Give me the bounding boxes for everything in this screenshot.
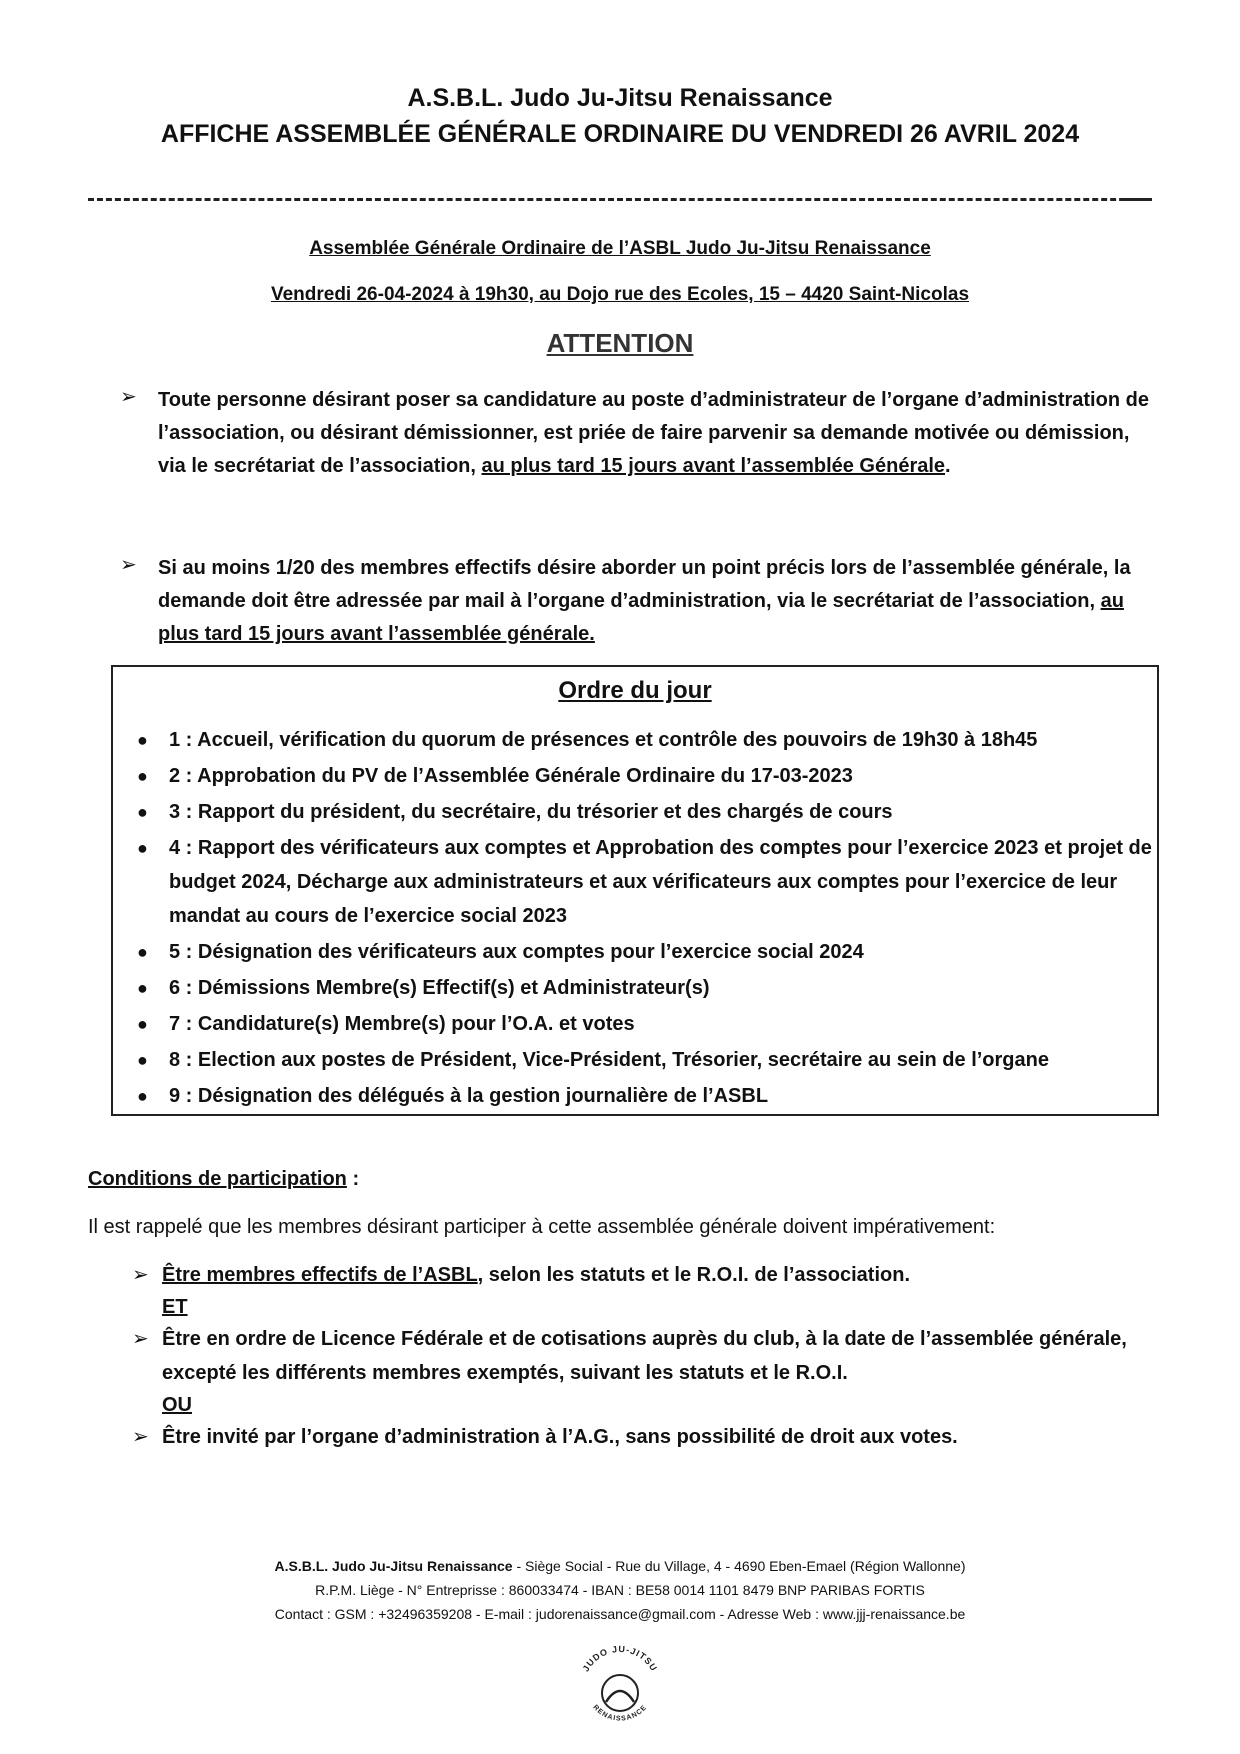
footer-registration: R.P.M. Liège - N° Entreprisse : 860033474 - IBAN : BE58 0014 1101 8479 BNP PARIBAS FORTIS [315, 1582, 925, 1598]
svg-text:JUDO JU-JITSU [581, 1644, 660, 1673]
notice-deadline: au plus tard 15 jours avant l’assemblée Générale [481, 455, 946, 477]
bullet-icon: ● [137, 838, 148, 858]
club-logo [570, 1636, 670, 1746]
arrow-bullet-icon: ➢ [120, 386, 137, 408]
arrow-bullet-icon: ➢ [132, 1264, 149, 1286]
connector-et: ET [162, 1296, 188, 1318]
footer-org-name: A.S.B.L. Judo Ju-Jitsu Renaissance [274, 1558, 513, 1574]
arrow-bullet-icon: ➢ [132, 1328, 149, 1350]
agenda-item-text: 8 : Election aux postes de Président, Vice-Président, Trésorier, secrétaire au sein de l’organe [169, 1049, 1049, 1071]
notice-text: Toute personne désirant poser sa candidature au poste d’administrateur de l’organe d’administration de l’association, ou désirant démissionner, est priée de faire parvenir sa demande motivée ou démission, via le secrétariat de l’association, [158, 389, 1149, 477]
svg-text:RENAISSANCE [591, 1704, 648, 1723]
agenda-item [123, 759, 1153, 793]
notice-candidature [158, 384, 1158, 483]
agenda-item-text: 4 : Rapport des vérificateurs aux comptes et Approbation des comptes pour l’exercice 2023 et projet de budget 2024, Décharge aux administrateurs et aux vérificateurs aux comptes pour l’exercice de leur mandat au cours de l’exercice social 2023 [169, 837, 1152, 927]
agenda-item-text: 5 : Désignation des vérificateurs aux comptes pour l’exercice social 2024 [169, 941, 864, 963]
bullet-icon: ● [137, 1014, 148, 1034]
condition-item-underlined: Être membres effectifs de l’ASBL [162, 1264, 478, 1286]
logo-bottom-text: RENAISSANCE [591, 1703, 649, 1723]
agenda-item [123, 935, 1153, 969]
notice-agenda-request [158, 552, 1158, 651]
condition-item [132, 1322, 1152, 1390]
arrow-bullet-icon: ➢ [132, 1426, 149, 1448]
agenda-item [123, 1043, 1153, 1077]
meeting-name: Assemblée Générale Ordinaire de l’ASBL Judo Ju-Jitsu Renaissance [309, 238, 931, 259]
bullet-icon: ● [137, 1086, 148, 1106]
condition-item [132, 1420, 1152, 1454]
conditions-intro: Il est rappelé que les membres désirant participer à cette assemblée générale doivent impérativement: [88, 1216, 996, 1238]
footer-address [0, 1554, 1240, 1578]
agenda-list [123, 723, 1153, 1115]
bullet-icon: ● [137, 942, 148, 962]
condition-item-text: , selon les statuts et le R.O.I. de l’association. [477, 1264, 911, 1286]
conditions-list [132, 1258, 1152, 1454]
agenda-item [123, 1079, 1153, 1113]
agenda-item [123, 831, 1153, 933]
bullet-icon: ● [137, 730, 148, 750]
agenda-item-text: 6 : Démissions Membre(s) Effectif(s) et Administrateur(s) [169, 977, 710, 999]
agenda-item-text: 1 : Accueil, vérification du quorum de présences et contrôle des pouvoirs de 19h30 à 18h45 [169, 729, 1038, 751]
divider-end [1120, 198, 1152, 201]
agenda-title: Ordre du jour [558, 677, 712, 704]
conditions-title-suffix: : [346, 1168, 360, 1190]
bullet-icon: ● [137, 978, 148, 998]
document-title: AFFICHE ASSEMBLÉE GÉNÉRALE ORDINAIRE DU VENDREDI 26 AVRIL 2024 [160, 120, 1080, 148]
conditions-title [88, 1168, 359, 1191]
meeting-date-location: Vendredi 26-04-2024 à 19h30, au Dojo rue des Ecoles, 15 – 4420 Saint-Nicolas [270, 284, 970, 305]
agenda-item-text: 3 : Rapport du président, du secrétaire, du trésorier et des chargés de cours [169, 801, 893, 823]
logo-ring [602, 1675, 638, 1711]
dashed-divider [88, 198, 1152, 201]
bullet-icon: ● [137, 1050, 148, 1070]
agenda-item [123, 1007, 1153, 1041]
condition-item-text: Être en ordre de Licence Fédérale et de cotisations auprès du club, à la date de l’assemblée générale, excepté les différents membres exemptés, suivant les statuts et le R.O.I. [162, 1328, 1127, 1384]
logo-figure [606, 1691, 634, 1702]
notice-deadline: au plus tard 15 jours avant l’assemblée générale. [158, 590, 1124, 645]
condition-item [132, 1258, 1152, 1292]
condition-item-text: Être invité par l’organe d’administration à l’A.G., sans possibilité de droit aux votes. [162, 1426, 958, 1448]
agenda-item-text: 2 : Approbation du PV de l’Assemblée Générale Ordinaire du 17-03-2023 [169, 765, 853, 787]
conditions-title-text: Conditions de participation [88, 1168, 347, 1190]
agenda-item-text: 7 : Candidature(s) Membre(s) pour l’O.A. et votes [169, 1013, 635, 1035]
footer-contact: Contact : GSM : +32496359208 - E-mail : judorenaissance@gmail.com - Adresse Web : www.jjj-renaissance.be [274, 1606, 966, 1622]
connector-ou: OU [162, 1394, 192, 1416]
agenda-box [111, 665, 1159, 1116]
agenda-item [123, 723, 1153, 757]
arrow-bullet-icon: ➢ [120, 554, 137, 576]
agenda-item [123, 795, 1153, 829]
notice-tail: . [945, 455, 951, 477]
notice-text: Si au moins 1/20 des membres effectifs désire aborder un point précis lors de l’assemblée générale, la demande doit être adressée par mail à l’organe d’administration, via le secrétariat de l’association, [158, 557, 1131, 612]
agenda-item-text: 9 : Désignation des délégués à la gestion journalière de l’ASBL [169, 1085, 769, 1107]
footer-address-text: - Siège Social - Rue du Village, 4 - 4690 Eben-Emael (Région Wallonne) [512, 1558, 966, 1574]
attention-heading: ATTENTION [546, 328, 694, 358]
agenda-item [123, 971, 1153, 1005]
bullet-icon: ● [137, 766, 148, 786]
bullet-icon: ● [137, 802, 148, 822]
logo-top-text: JUDO JU-JITSU [580, 1643, 660, 1674]
organization-name: A.S.B.L. Judo Ju-Jitsu Renaissance [407, 84, 833, 112]
